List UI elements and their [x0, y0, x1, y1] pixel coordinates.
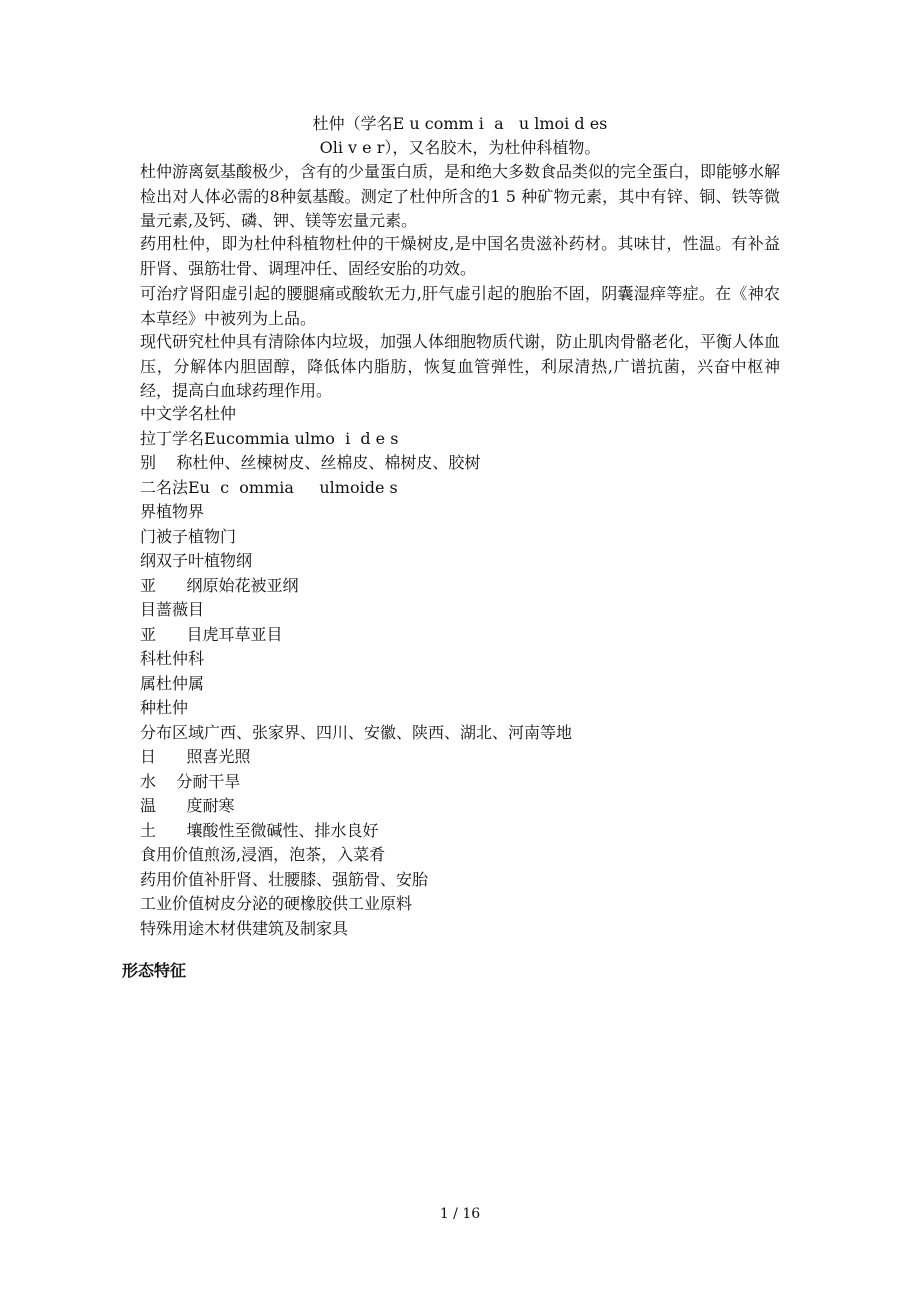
fact-item: 门被子植物门: [140, 526, 237, 546]
fact-item: 药用价值补肝肾、壮腰膝、强筋骨、安胎: [140, 869, 429, 889]
fact-item: 拉丁学名Eucommia ulmo i d e s: [140, 428, 399, 448]
fact-item: 特殊用途木材供建筑及制家具: [140, 918, 349, 938]
page-number: 1 / 16: [439, 1206, 481, 1222]
title-line-2: Oli v e r），又名胶木，为杜仲科植物。: [319, 138, 601, 157]
fact-item: 界植物界: [140, 502, 205, 521]
title-line-1: 杜仲（学名E u comm i a u lmoi d es: [312, 114, 608, 133]
fact-item: 水 分耐干旱: [140, 771, 241, 791]
fact-item: 二名法Eu c ommia ulmoide s: [140, 477, 398, 497]
fact-item: 分布区域广西、张家界、四川、安徽、陕西、湖北、河南等地: [140, 722, 573, 742]
fact-item: 科杜仲科: [140, 649, 205, 668]
paragraph-amino-acids: 杜仲游离氨基酸极少，含有的少量蛋白质，是和绝大多数食品类似的完全蛋白，即能够水解检出对人体必需的8种氨基酸。测定了杜仲所含的1 5 种矿物元素，其中有锌、铜、铁等微量元素,及钙、磷、钾、镁等宏量元素。: [140, 162, 781, 230]
fact-list: [140, 402, 780, 941]
fact-item: 日 照喜光照: [140, 747, 251, 766]
fact-item: 亚 目虎耳草亚目: [140, 624, 283, 644]
fact-item: 种杜仲: [140, 698, 189, 717]
fact-item: 土 壤酸性至微碱性、排水良好: [140, 820, 379, 840]
paragraph-treatment: 可治疗肾阳虚引起的腰腿痛或酸软无力,肝气虚引起的胞胎不固，阴囊湿痒等症。在《神农本草经》中被列为上品。: [140, 284, 780, 328]
fact-item: 温 度耐寒: [140, 796, 235, 815]
fact-item: 纲双子叶植物纲: [140, 551, 253, 570]
fact-item: 属杜仲属: [140, 673, 205, 693]
section-heading: 形态特征: [122, 961, 187, 980]
fact-item: 中文学名杜仲: [140, 404, 237, 423]
paragraph-medicinal-use: 药用杜仲，即为杜仲科植物杜仲的干燥树皮,是中国名贵滋补药材。其味甘，性温。有补益肝肾、强筋壮骨、调理冲任、固经安胎的功效。: [140, 234, 780, 278]
fact-item: 亚 纲原始花被亚纲: [140, 575, 299, 595]
fact-item: 工业价值树皮分泌的硬橡胶供工业原料: [140, 894, 413, 913]
fact-item: 食用价值煎汤,浸酒，泡茶，入菜肴: [140, 845, 386, 864]
paragraph-modern-research: 现代研究杜仲具有清除体内垃圾，加强人体细胞物质代谢，防止肌肉骨骼老化，平衡人体血压，分解体内胆固醇，降低体内脂肪，恢复血管弹性，利尿清热,广谱抗菌，兴奋中枢神经，提高白血球药理作用。: [140, 332, 781, 400]
fact-item: 目蔷薇目: [140, 600, 205, 619]
fact-item: 别 称杜仲、丝楝树皮、丝棉皮、棉树皮、胶树: [140, 453, 481, 472]
